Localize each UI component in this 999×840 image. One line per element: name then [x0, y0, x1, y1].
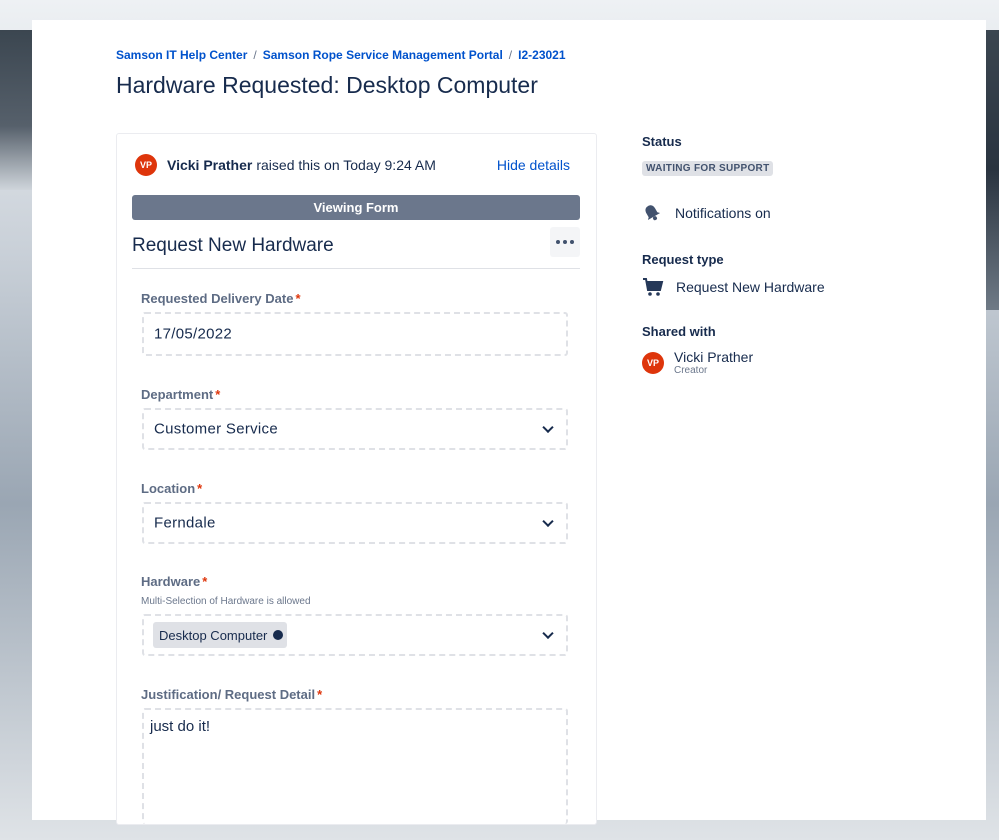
hardware-label	[141, 574, 207, 589]
breadcrumb	[116, 48, 566, 62]
required-mark: *	[215, 387, 221, 402]
viewing-form-bar: Viewing Form	[132, 195, 580, 220]
chevron-down-icon	[542, 422, 553, 433]
required-mark: *	[197, 481, 203, 496]
cart-icon	[642, 277, 664, 297]
more-actions-button[interactable]	[550, 227, 580, 257]
hardware-label-text: Hardware	[141, 574, 201, 589]
required-mark: *	[202, 574, 208, 589]
request-type-value: Request New Hardware	[676, 279, 825, 295]
justification-value: just do it!	[150, 718, 211, 735]
chevron-down-icon	[542, 628, 553, 639]
justification-label-text: Justification/ Request Detail	[141, 687, 316, 702]
location-label-text: Location	[141, 481, 196, 496]
request-type-section	[642, 252, 825, 297]
bell-icon	[642, 203, 662, 223]
delivery-date-value: 17/05/2022	[154, 325, 233, 343]
shared-with-section	[642, 324, 753, 376]
raised-text: raised this on Today 9:24 AM	[256, 157, 436, 173]
hardware-multiselect[interactable]	[142, 614, 568, 656]
form-divider	[132, 268, 580, 269]
request-details-panel	[116, 133, 597, 825]
location-label	[141, 481, 202, 496]
hardware-hint: Multi-Selection of Hardware is allowed	[141, 596, 311, 607]
status-section	[642, 134, 773, 176]
delivery-date-field[interactable]	[142, 312, 568, 356]
breadcrumb-issue-key[interactable]: I2-23021	[518, 48, 566, 62]
department-label-text: Department	[141, 387, 214, 402]
breadcrumb-separator: /	[253, 48, 257, 62]
status-badge: WAITING FOR SUPPORT	[642, 161, 773, 176]
reporter-avatar: VP	[135, 154, 157, 176]
shared-with-heading: Shared with	[642, 324, 716, 339]
more-horizontal-icon	[555, 240, 576, 244]
breadcrumb-separator: /	[508, 48, 513, 62]
location-select[interactable]	[142, 502, 568, 544]
breadcrumb-help-center[interactable]: Samson IT Help Center	[116, 48, 248, 62]
required-mark: *	[295, 291, 301, 306]
delivery-date-label	[141, 291, 301, 306]
background-left-strip	[0, 30, 34, 190]
justification-label	[141, 687, 322, 702]
status-heading: Status	[642, 134, 682, 149]
request-type-heading: Request type	[642, 252, 724, 267]
delivery-date-label-text: Requested Delivery Date	[141, 291, 294, 306]
department-label	[141, 387, 220, 402]
raised-by-line	[135, 154, 436, 176]
page-title: Hardware Requested: Desktop Computer	[116, 72, 538, 98]
page-card	[32, 20, 986, 820]
hardware-chip-label: Desktop Computer	[159, 627, 268, 643]
remove-chip-icon[interactable]	[273, 630, 283, 640]
reporter-name: Vicki Prather	[167, 157, 253, 173]
location-value: Ferndale	[154, 514, 216, 532]
hardware-chip	[153, 622, 287, 648]
shared-person-role: Creator	[674, 365, 708, 376]
breadcrumb-portal[interactable]: Samson Rope Service Management Portal	[262, 48, 503, 62]
justification-textarea[interactable]	[142, 708, 568, 824]
shared-person-avatar: VP	[642, 352, 664, 374]
notifications-label: Notifications on	[675, 205, 771, 221]
chevron-down-icon	[542, 516, 553, 527]
department-value: Customer Service	[154, 420, 279, 438]
form-title: Request New Hardware	[132, 235, 334, 256]
department-select[interactable]	[142, 408, 568, 450]
shared-person-name: Vicki Prather	[674, 349, 754, 365]
required-mark: *	[317, 687, 323, 702]
notifications-toggle[interactable]	[642, 203, 771, 223]
hide-details-link[interactable]: Hide details	[496, 157, 570, 173]
